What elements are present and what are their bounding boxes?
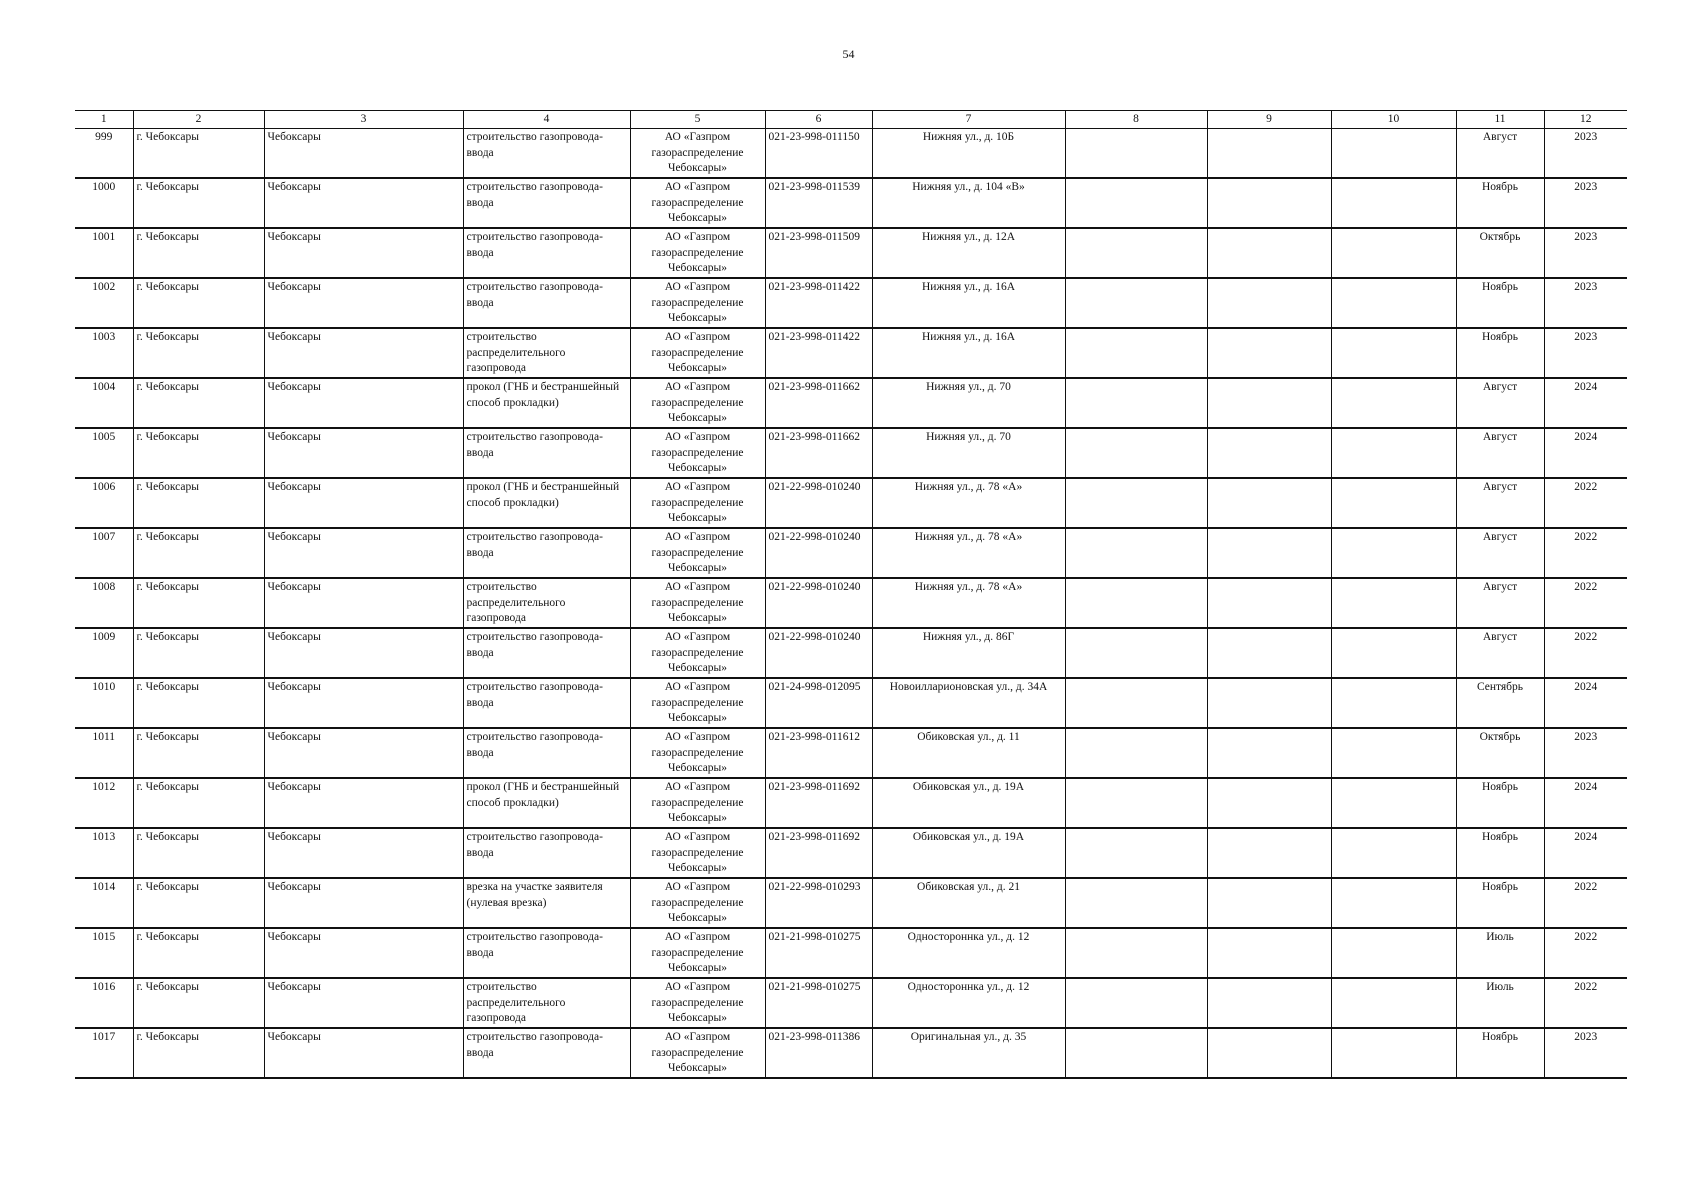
page-number: 54	[842, 47, 855, 61]
work-type-cell: строительство газопровода-ввода	[463, 678, 630, 728]
column-9-cell	[1207, 129, 1331, 179]
year-cell: 2024	[1544, 778, 1627, 828]
column-9-cell	[1207, 228, 1331, 278]
year-cell: 2023	[1544, 278, 1627, 328]
settlement-cell: Чебоксары	[264, 878, 463, 928]
year-cell: 2023	[1544, 328, 1627, 378]
district-cell: г. Чебоксары	[133, 728, 264, 778]
district-cell: г. Чебоксары	[133, 678, 264, 728]
column-9-cell	[1207, 878, 1331, 928]
district-cell: г. Чебоксары	[133, 578, 264, 628]
column-10-cell	[1331, 278, 1456, 328]
work-type-cell: строительство газопровода-ввода	[463, 278, 630, 328]
column-header-5: 5	[630, 111, 765, 129]
month-cell: Октябрь	[1456, 728, 1544, 778]
column-10-cell	[1331, 578, 1456, 628]
organization-cell: АО «Газпром газораспределение Чебоксары»	[630, 328, 765, 378]
month-cell: Сентябрь	[1456, 678, 1544, 728]
column-10-cell	[1331, 328, 1456, 378]
district-cell: г. Чебоксары	[133, 378, 264, 428]
code-cell: 021-23-998-011422	[765, 278, 872, 328]
month-cell: Ноябрь	[1456, 328, 1544, 378]
column-header-8: 8	[1065, 111, 1207, 129]
organization-cell: АО «Газпром газораспределение Чебоксары»	[630, 728, 765, 778]
district-cell: г. Чебоксары	[133, 278, 264, 328]
month-cell: Июль	[1456, 978, 1544, 1028]
row-number: 1011	[75, 728, 133, 778]
organization-cell: АО «Газпром газораспределение Чебоксары»	[630, 628, 765, 678]
column-8-cell	[1065, 578, 1207, 628]
code-cell: 021-23-998-011662	[765, 428, 872, 478]
code-cell: 021-22-998-010293	[765, 878, 872, 928]
column-9-cell	[1207, 278, 1331, 328]
district-cell: г. Чебоксары	[133, 528, 264, 578]
organization-cell: АО «Газпром газораспределение Чебоксары»	[630, 878, 765, 928]
settlement-cell: Чебоксары	[264, 378, 463, 428]
code-cell: 021-22-998-010240	[765, 578, 872, 628]
code-cell: 021-23-998-011692	[765, 778, 872, 828]
address-cell: Нижняя ул., д. 104 «В»	[872, 178, 1065, 228]
year-cell: 2023	[1544, 228, 1627, 278]
column-10-cell	[1331, 228, 1456, 278]
year-cell: 2023	[1544, 728, 1627, 778]
column-10-cell	[1331, 478, 1456, 528]
month-cell: Ноябрь	[1456, 1028, 1544, 1078]
district-cell: г. Чебоксары	[133, 878, 264, 928]
code-cell: 021-23-998-011692	[765, 828, 872, 878]
address-cell: Обиковская ул., д. 19А	[872, 828, 1065, 878]
organization-cell: АО «Газпром газораспределение Чебоксары»	[630, 678, 765, 728]
table-row	[75, 728, 1627, 778]
district-cell: г. Чебоксары	[133, 628, 264, 678]
column-header-10: 10	[1331, 111, 1456, 129]
organization-cell: АО «Газпром газораспределение Чебоксары»	[630, 278, 765, 328]
district-cell: г. Чебоксары	[133, 828, 264, 878]
column-8-cell	[1065, 478, 1207, 528]
settlement-cell: Чебоксары	[264, 578, 463, 628]
table-row	[75, 1028, 1627, 1078]
organization-cell: АО «Газпром газораспределение Чебоксары»	[630, 528, 765, 578]
year-cell: 2022	[1544, 878, 1627, 928]
code-cell: 021-23-998-011612	[765, 728, 872, 778]
month-cell: Август	[1456, 428, 1544, 478]
year-cell: 2022	[1544, 928, 1627, 978]
table-row	[75, 278, 1627, 328]
table-row	[75, 328, 1627, 378]
month-cell: Ноябрь	[1456, 278, 1544, 328]
address-cell: Одностороннка ул., д. 12	[872, 978, 1065, 1028]
table-row	[75, 978, 1627, 1028]
row-number: 1003	[75, 328, 133, 378]
table-row	[75, 528, 1627, 578]
column-9-cell	[1207, 978, 1331, 1028]
settlement-cell: Чебоксары	[264, 428, 463, 478]
column-header-6: 6	[765, 111, 872, 129]
settlement-cell: Чебоксары	[264, 528, 463, 578]
column-8-cell	[1065, 228, 1207, 278]
column-9-cell	[1207, 1028, 1331, 1078]
year-cell: 2022	[1544, 528, 1627, 578]
work-type-cell: строительство газопровода-ввода	[463, 228, 630, 278]
district-cell: г. Чебоксары	[133, 228, 264, 278]
work-type-cell: строительство газопровода-ввода	[463, 1028, 630, 1078]
column-10-cell	[1331, 778, 1456, 828]
district-cell: г. Чебоксары	[133, 129, 264, 179]
row-number: 1009	[75, 628, 133, 678]
column-8-cell	[1065, 878, 1207, 928]
table-row	[75, 378, 1627, 428]
address-cell: Нижняя ул., д. 78 «А»	[872, 528, 1065, 578]
column-8-cell	[1065, 428, 1207, 478]
address-cell: Нижняя ул., д. 10Б	[872, 129, 1065, 179]
column-10-cell	[1331, 978, 1456, 1028]
year-cell: 2022	[1544, 578, 1627, 628]
work-type-cell: строительство распределительного газопровода	[463, 328, 630, 378]
table-row	[75, 678, 1627, 728]
address-cell: Нижняя ул., д. 70	[872, 428, 1065, 478]
column-10-cell	[1331, 528, 1456, 578]
year-cell: 2024	[1544, 378, 1627, 428]
settlement-cell: Чебоксары	[264, 628, 463, 678]
column-header-12: 12	[1544, 111, 1627, 129]
address-cell: Нижняя ул., д. 78 «А»	[872, 478, 1065, 528]
column-header-4: 4	[463, 111, 630, 129]
organization-cell: АО «Газпром газораспределение Чебоксары»	[630, 928, 765, 978]
work-type-cell: строительство газопровода-ввода	[463, 528, 630, 578]
column-8-cell	[1065, 728, 1207, 778]
district-cell: г. Чебоксары	[133, 778, 264, 828]
column-header-3: 3	[264, 111, 463, 129]
row-number: 1007	[75, 528, 133, 578]
district-cell: г. Чебоксары	[133, 928, 264, 978]
settlement-cell: Чебоксары	[264, 328, 463, 378]
organization-cell: АО «Газпром газораспределение Чебоксары»	[630, 828, 765, 878]
column-10-cell	[1331, 628, 1456, 678]
column-9-cell	[1207, 578, 1331, 628]
code-cell: 021-22-998-010240	[765, 478, 872, 528]
code-cell: 021-24-998-012095	[765, 678, 872, 728]
column-8-cell	[1065, 978, 1207, 1028]
work-type-cell: строительство газопровода-ввода	[463, 828, 630, 878]
organization-cell: АО «Газпром газораспределение Чебоксары»	[630, 778, 765, 828]
table-row	[75, 478, 1627, 528]
settlement-cell: Чебоксары	[264, 278, 463, 328]
header-row	[75, 111, 1627, 129]
work-type-cell: строительство газопровода-ввода	[463, 178, 630, 228]
table-row	[75, 628, 1627, 678]
column-8-cell	[1065, 528, 1207, 578]
code-cell: 021-22-998-010240	[765, 628, 872, 678]
column-8-cell	[1065, 178, 1207, 228]
month-cell: Ноябрь	[1456, 828, 1544, 878]
month-cell: Август	[1456, 528, 1544, 578]
column-9-cell	[1207, 178, 1331, 228]
settlement-cell: Чебоксары	[264, 129, 463, 179]
address-cell: Одностороннка ул., д. 12	[872, 928, 1065, 978]
organization-cell: АО «Газпром газораспределение Чебоксары»	[630, 578, 765, 628]
row-number: 1015	[75, 928, 133, 978]
column-10-cell	[1331, 129, 1456, 179]
column-9-cell	[1207, 478, 1331, 528]
table-row	[75, 129, 1627, 179]
column-10-cell	[1331, 878, 1456, 928]
address-cell: Нижняя ул., д. 12А	[872, 228, 1065, 278]
month-cell: Ноябрь	[1456, 878, 1544, 928]
column-10-cell	[1331, 178, 1456, 228]
column-10-cell	[1331, 428, 1456, 478]
district-cell: г. Чебоксары	[133, 178, 264, 228]
address-cell: Нижняя ул., д. 78 «А»	[872, 578, 1065, 628]
code-cell: 021-21-998-010275	[765, 978, 872, 1028]
column-8-cell	[1065, 129, 1207, 179]
settlement-cell: Чебоксары	[264, 828, 463, 878]
code-cell: 021-23-998-011386	[765, 1028, 872, 1078]
year-cell: 2024	[1544, 428, 1627, 478]
settlement-cell: Чебоксары	[264, 678, 463, 728]
settlement-cell: Чебоксары	[264, 228, 463, 278]
month-cell: Август	[1456, 628, 1544, 678]
work-type-cell: строительство газопровода-ввода	[463, 728, 630, 778]
district-cell: г. Чебоксары	[133, 978, 264, 1028]
settlement-cell: Чебоксары	[264, 778, 463, 828]
table-row	[75, 178, 1627, 228]
district-cell: г. Чебоксары	[133, 328, 264, 378]
table-row	[75, 778, 1627, 828]
code-cell: 021-23-998-011539	[765, 178, 872, 228]
code-cell: 021-23-998-011662	[765, 378, 872, 428]
address-cell: Новоилларионовская ул., д. 34А	[872, 678, 1065, 728]
month-cell: Август	[1456, 129, 1544, 179]
work-type-cell: строительство газопровода-ввода	[463, 928, 630, 978]
column-8-cell	[1065, 678, 1207, 728]
column-header-7: 7	[872, 111, 1065, 129]
work-type-cell: прокол (ГНБ и бестраншейный способ прокладки)	[463, 478, 630, 528]
work-type-cell: строительство распределительного газопровода	[463, 978, 630, 1028]
row-number: 1002	[75, 278, 133, 328]
column-8-cell	[1065, 778, 1207, 828]
address-cell: Обиковская ул., д. 21	[872, 878, 1065, 928]
month-cell: Ноябрь	[1456, 778, 1544, 828]
column-8-cell	[1065, 928, 1207, 978]
district-cell: г. Чебоксары	[133, 428, 264, 478]
code-cell: 021-23-998-011509	[765, 228, 872, 278]
column-header-2: 2	[133, 111, 264, 129]
row-number: 1012	[75, 778, 133, 828]
district-cell: г. Чебоксары	[133, 1028, 264, 1078]
column-8-cell	[1065, 1028, 1207, 1078]
address-cell: Обиковская ул., д. 11	[872, 728, 1065, 778]
year-cell: 2022	[1544, 628, 1627, 678]
organization-cell: АО «Газпром газораспределение Чебоксары»	[630, 478, 765, 528]
column-9-cell	[1207, 328, 1331, 378]
row-number: 1016	[75, 978, 133, 1028]
table-row	[75, 828, 1627, 878]
column-8-cell	[1065, 378, 1207, 428]
year-cell: 2023	[1544, 129, 1627, 179]
work-type-cell: строительство газопровода-ввода	[463, 428, 630, 478]
organization-cell: АО «Газпром газораспределение Чебоксары»	[630, 378, 765, 428]
table-row	[75, 428, 1627, 478]
table-row	[75, 878, 1627, 928]
row-number: 1008	[75, 578, 133, 628]
column-8-cell	[1065, 828, 1207, 878]
month-cell: Октябрь	[1456, 228, 1544, 278]
work-type-cell: строительство газопровода-ввода	[463, 628, 630, 678]
address-cell: Нижняя ул., д. 16А	[872, 278, 1065, 328]
table-row	[75, 228, 1627, 278]
table-row	[75, 928, 1627, 978]
year-cell: 2022	[1544, 478, 1627, 528]
work-type-cell: прокол (ГНБ и бестраншейный способ прокладки)	[463, 378, 630, 428]
address-cell: Нижняя ул., д. 70	[872, 378, 1065, 428]
year-cell: 2022	[1544, 978, 1627, 1028]
column-9-cell	[1207, 528, 1331, 578]
month-cell: Август	[1456, 378, 1544, 428]
work-type-cell: строительство распределительного газопровода	[463, 578, 630, 628]
column-8-cell	[1065, 278, 1207, 328]
address-cell: Нижняя ул., д. 16А	[872, 328, 1065, 378]
row-number: 1017	[75, 1028, 133, 1078]
settlement-cell: Чебоксары	[264, 978, 463, 1028]
row-number: 1013	[75, 828, 133, 878]
column-header-9: 9	[1207, 111, 1331, 129]
address-cell: Обиковская ул., д. 19А	[872, 778, 1065, 828]
row-number: 1001	[75, 228, 133, 278]
month-cell: Август	[1456, 578, 1544, 628]
settlement-cell: Чебоксары	[264, 728, 463, 778]
column-10-cell	[1331, 678, 1456, 728]
district-cell: г. Чебоксары	[133, 478, 264, 528]
column-9-cell	[1207, 678, 1331, 728]
settlement-cell: Чебоксары	[264, 478, 463, 528]
row-number: 1006	[75, 478, 133, 528]
year-cell: 2024	[1544, 828, 1627, 878]
organization-cell: АО «Газпром газораспределение Чебоксары»	[630, 428, 765, 478]
code-cell: 021-22-998-010240	[765, 528, 872, 578]
month-cell: Ноябрь	[1456, 178, 1544, 228]
column-9-cell	[1207, 378, 1331, 428]
code-cell: 021-21-998-010275	[765, 928, 872, 978]
work-type-cell: врезка на участке заявителя (нулевая врезка)	[463, 878, 630, 928]
column-9-cell	[1207, 628, 1331, 678]
year-cell: 2023	[1544, 178, 1627, 228]
column-8-cell	[1065, 328, 1207, 378]
row-number: 1010	[75, 678, 133, 728]
column-10-cell	[1331, 828, 1456, 878]
row-number: 999	[75, 129, 133, 179]
settlement-cell: Чебоксары	[264, 1028, 463, 1078]
organization-cell: АО «Газпром газораспределение Чебоксары»	[630, 129, 765, 179]
column-10-cell	[1331, 1028, 1456, 1078]
settlement-cell: Чебоксары	[264, 928, 463, 978]
column-10-cell	[1331, 378, 1456, 428]
month-cell: Июль	[1456, 928, 1544, 978]
column-10-cell	[1331, 928, 1456, 978]
register-table	[75, 110, 1627, 1079]
address-cell: Нижняя ул., д. 86Г	[872, 628, 1065, 678]
row-number: 1014	[75, 878, 133, 928]
column-9-cell	[1207, 778, 1331, 828]
code-cell: 021-23-998-011422	[765, 328, 872, 378]
organization-cell: АО «Газпром газораспределение Чебоксары»	[630, 978, 765, 1028]
code-cell: 021-23-998-011150	[765, 129, 872, 179]
column-9-cell	[1207, 728, 1331, 778]
table-body	[75, 129, 1627, 1079]
column-8-cell	[1065, 628, 1207, 678]
column-header-1: 1	[75, 111, 133, 129]
row-number: 1005	[75, 428, 133, 478]
year-cell: 2023	[1544, 1028, 1627, 1078]
column-9-cell	[1207, 828, 1331, 878]
organization-cell: АО «Газпром газораспределение Чебоксары»	[630, 228, 765, 278]
organization-cell: АО «Газпром газораспределение Чебоксары»	[630, 178, 765, 228]
column-9-cell	[1207, 928, 1331, 978]
year-cell: 2024	[1544, 678, 1627, 728]
column-header-11: 11	[1456, 111, 1544, 129]
work-type-cell: прокол (ГНБ и бестраншейный способ прокладки)	[463, 778, 630, 828]
table-row	[75, 578, 1627, 628]
column-10-cell	[1331, 728, 1456, 778]
row-number: 1000	[75, 178, 133, 228]
month-cell: Август	[1456, 478, 1544, 528]
settlement-cell: Чебоксары	[264, 178, 463, 228]
row-number: 1004	[75, 378, 133, 428]
column-9-cell	[1207, 428, 1331, 478]
address-cell: Оригинальная ул., д. 35	[872, 1028, 1065, 1078]
work-type-cell: строительство газопровода-ввода	[463, 129, 630, 179]
organization-cell: АО «Газпром газораспределение Чебоксары»	[630, 1028, 765, 1078]
